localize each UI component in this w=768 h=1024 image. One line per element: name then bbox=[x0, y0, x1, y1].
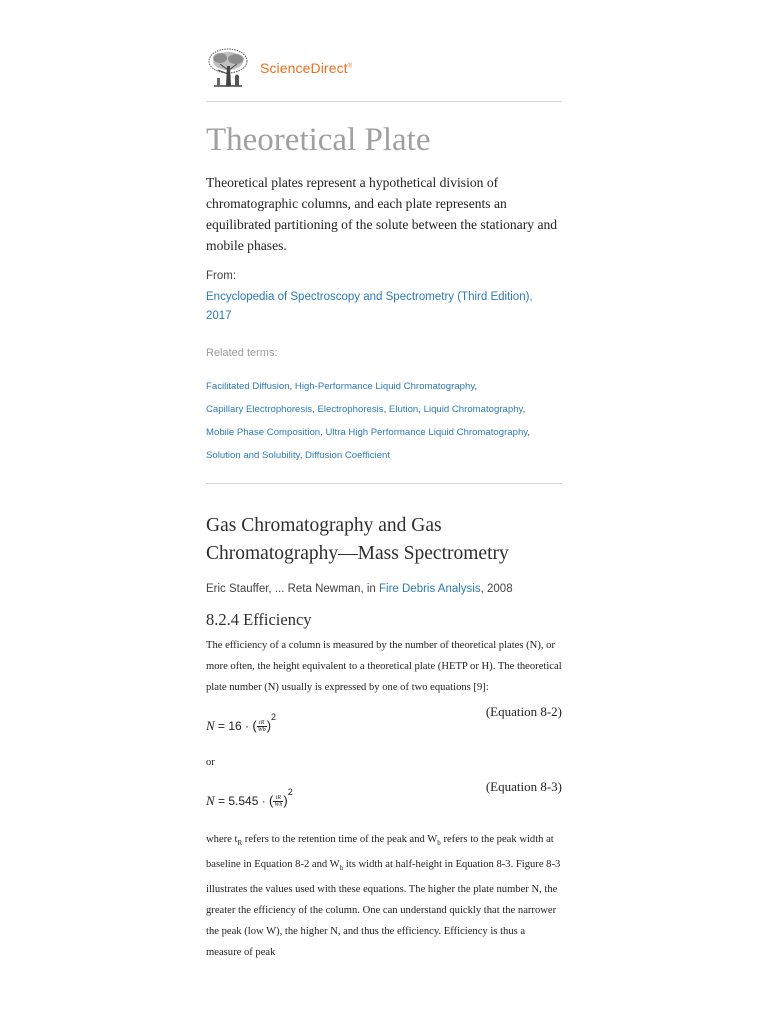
related-term-link[interactable]: Facilitated Diffusion bbox=[206, 381, 290, 392]
related-term-link[interactable]: Ultra High Performance Liquid Chromatography bbox=[325, 427, 528, 438]
section-divider bbox=[206, 483, 562, 484]
from-label: From: bbox=[206, 270, 237, 282]
related-terms-row: Capillary Electrophoresis, Electrophoresis, Elution, Liquid Chromatography, bbox=[206, 404, 526, 415]
article-page bbox=[206, 0, 562, 963]
equation-number: (Equation 8-2) bbox=[485, 704, 562, 719]
equation-formula: N = 16 · ( $\frac{tR}{Wb}$ )$^2$ bbox=[206, 712, 277, 734]
equation-8-2 bbox=[206, 704, 562, 742]
related-terms-label: Related terms: bbox=[206, 347, 278, 359]
related-term-link[interactable]: Elution bbox=[388, 404, 419, 415]
page-title: Theoretical Plate bbox=[206, 122, 431, 158]
site-header bbox=[206, 46, 562, 90]
related-terms-row: Mobile Phase Composition, Ultra High Performance Liquid Chromatography, bbox=[206, 427, 531, 438]
related-term-link[interactable]: Liquid Chromatography bbox=[423, 404, 523, 415]
equation-formula: N = 5.545 · ( $\frac{tR}{Wh}$ )$^2$ bbox=[206, 787, 293, 809]
related-terms-list bbox=[206, 375, 562, 467]
definition-text: Theoretical plates represent a hypothetical division of chromatographic columns, and each plate represents an equilibrated partitioning of the solute between the stationary and mobile phases. bbox=[206, 175, 558, 253]
related-term-link[interactable]: Capillary Electrophoresis bbox=[206, 404, 313, 415]
related-term-link[interactable]: Electrophoresis bbox=[317, 404, 384, 415]
related-term-link[interactable]: Mobile Phase Composition bbox=[206, 427, 321, 438]
or-text: or bbox=[206, 757, 215, 768]
elsevier-tree-logo-icon[interactable] bbox=[206, 46, 250, 90]
header-divider bbox=[206, 101, 562, 102]
equation-8-3 bbox=[206, 779, 562, 817]
byline: Eric Stauffer, ... Reta Newman, in Fire Debris Analysis, 2008 bbox=[206, 583, 513, 595]
related-term-link[interactable]: Solution and Solubility bbox=[206, 450, 300, 461]
related-terms-row: Facilitated Diffusion, High-Performance Liquid Chromatography, bbox=[206, 381, 478, 392]
related-term-link[interactable]: Diffusion Coefficient bbox=[305, 450, 391, 461]
brand-name[interactable]: ScienceDirect® bbox=[260, 60, 353, 76]
body-paragraph: where $t_R$ refers to the retention time of the peak and $W_b$ refers to the peak width at baseline in Equation 8-2 and $W_h$ its width at half-height in Equation 8-3. Figure 8-3 illustrates the values used with these equations. The higher the plate number N, the greater the efficiency of the column. One can understand quickly that the narrower the peak (low W), the higher N, and thus the efficiency. Efficiency is thus a measure of peak bbox=[206, 834, 561, 959]
related-term-link[interactable]: High-Performance Liquid Chromatography bbox=[294, 381, 475, 392]
section-title: Gas Chromatography and Gas Chromatography—Mass Spectrometry bbox=[206, 515, 509, 564]
body-paragraph: The efficiency of a column is measured by the number of theoretical plates (N), or more often, the height equivalent to a theoretical plate (HETP or H). The theoretical plate number (N) usually is expressed by one of two equations [9]: bbox=[206, 640, 562, 693]
subsection-title: 8.2.4 Efficiency bbox=[206, 610, 312, 629]
source-link[interactable]: Encyclopedia of Spectroscopy and Spectrometry (Third Edition), 2017 bbox=[206, 291, 533, 322]
equation-number: (Equation 8-3) bbox=[485, 779, 562, 794]
related-terms-row: Solution and Solubility, Diffusion Coefficient bbox=[206, 450, 391, 461]
book-source-link[interactable]: Fire Debris Analysis bbox=[379, 583, 481, 595]
